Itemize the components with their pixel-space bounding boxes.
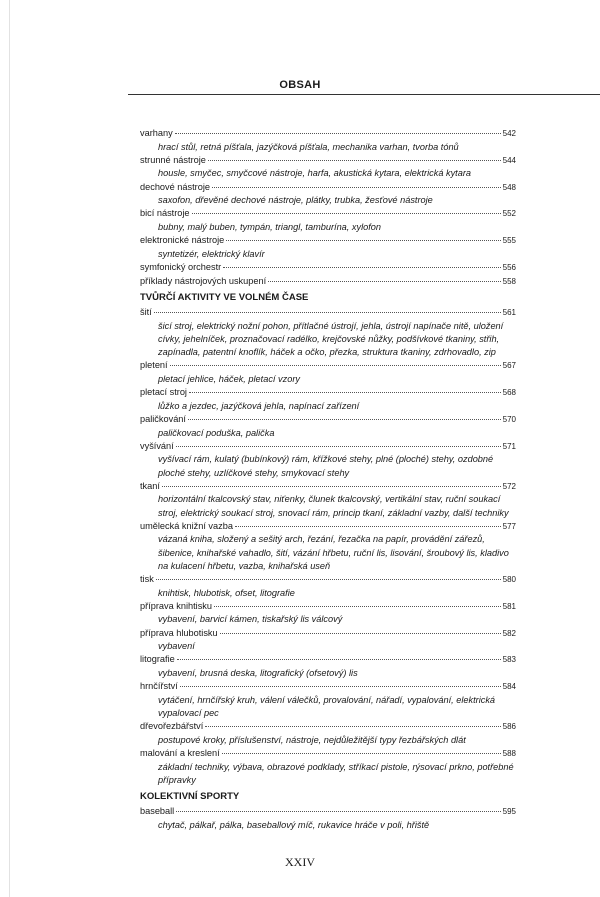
- entry-subtopics: hrací stůl, retná píšťala, jazýčková píšťala, mechanika varhan, tvorba tónů: [158, 141, 459, 152]
- entry-page-number: 583: [502, 655, 516, 665]
- toc-entry[interactable]: [140, 306, 516, 320]
- dot-leader: [170, 365, 501, 366]
- toc-entry[interactable]: [140, 653, 516, 667]
- entry-page-number: 577: [502, 521, 516, 531]
- entry-subtopics: bubny, malý buben, tympán, triangl, tamburína, xylofon: [158, 221, 382, 232]
- toc-entry[interactable]: [140, 627, 516, 641]
- dot-leader: [214, 606, 501, 607]
- dot-leader: [162, 486, 501, 487]
- entry-page-number: 556: [502, 262, 516, 272]
- entry-label: příprava hlubotisku: [140, 627, 218, 638]
- entry-subtopics: paličkovací poduška, palička: [158, 427, 275, 438]
- entry-label: pletení: [140, 360, 168, 371]
- dot-leader: [176, 446, 501, 447]
- entry-label: elektronické nástroje: [140, 235, 225, 246]
- entry-page-number: 570: [502, 414, 516, 424]
- entry-label: pletací stroj: [140, 387, 187, 398]
- toc-entry[interactable]: [140, 747, 516, 761]
- entry-label: vyšívání: [140, 440, 174, 451]
- entry-subtopics: chytač, pálkař, pálka, baseballový míč, rukavice hráče v poli, hřiště: [158, 819, 430, 830]
- dot-leader: [226, 240, 500, 241]
- entry-page-number: 581: [502, 601, 516, 611]
- dot-leader: [180, 686, 501, 687]
- entry-subtopics: šicí stroj, elektrický nožní pohon, přítlačné ústrojí, jehla, ústrojí napínače nitě, uložení cívky, jehelníček, proznačovací radélko, krejčovské nůžky, podšívkové tkaniny, střih, zapínadla, patentní knoflík, háček a očko, přezka, struktura tkaniny, zdrhovadlo, zip: [158, 320, 504, 358]
- entry-page-number: 548: [502, 182, 516, 192]
- page-title: OBSAH: [279, 79, 321, 91]
- entry-page-number: 552: [502, 209, 516, 219]
- toc-entry[interactable]: [140, 805, 516, 819]
- dot-leader: [176, 811, 500, 812]
- entry-page-number: 571: [502, 441, 516, 451]
- entry-subtopics: vytáčení, hrnčířský kruh, válení válečků, provalování, nářadí, vypalování, elektrická vypalovací pec: [158, 694, 496, 718]
- table-of-contents: [140, 127, 516, 832]
- toc-entry[interactable]: [140, 359, 516, 373]
- dot-leader: [220, 633, 501, 634]
- entry-subtopics: vybavení, barvicí kámen, tiskařský lis válcový: [158, 614, 343, 625]
- toc-entry[interactable]: [140, 440, 516, 454]
- toc-entry[interactable]: [140, 680, 516, 694]
- toc-entry[interactable]: [140, 207, 516, 221]
- dot-leader: [268, 281, 501, 282]
- entry-label: varhany: [140, 128, 173, 138]
- entry-subtopics: základní techniky, výbava, obrazové podklady, stříkací pistole, rýsovací prkno, potřebné přípravky: [158, 761, 514, 785]
- dot-leader: [208, 160, 501, 161]
- dot-leader: [205, 726, 500, 727]
- entry-subtopics: knihtisk, hlubotisk, ofset, litografie: [158, 587, 295, 598]
- dot-leader: [156, 579, 501, 580]
- entry-subtopics: horizontální tkalcovský stav, niťenky, člunek tkalcovský, vertikální stav, ruční soukací stroj, elektrický soukací stroj, snovací rám, princip tkaní, základní vazby, další techniky: [158, 494, 509, 518]
- entry-label: symfonický orchestr: [140, 261, 222, 272]
- entry-subtopics: vyšívací rám, kulatý (bubínkový) rám, křížkové stehy, plné (ploché) stehy, ozdobné ploché stehy, uzlíčkové stehy, smykovací stehy: [158, 454, 494, 478]
- entry-subtopics: vázaná kniha, složený a sešitý arch, řezání, řezačka na papír, provádění zářezů, šibenice, knihařské vahadlo, šití, vázání hřbetu, ruční lis, lisování, šroubový lis, kladivo na kulacení hřbetu, vazba, knihařská useň: [158, 534, 509, 571]
- dot-leader: [223, 267, 500, 268]
- entry-page-number: 561: [502, 308, 516, 318]
- entry-page-number: 586: [502, 722, 516, 732]
- toc-entry[interactable]: [140, 520, 516, 534]
- entry-label: malování a kreslení: [140, 747, 220, 758]
- entry-subtopics: lůžko a jezdec, jazýčková jehla, napínací zařízení: [158, 400, 360, 411]
- toc-entry[interactable]: [140, 600, 516, 614]
- entry-subtopics: vybavení, brusná deska, litografický (ofsetový) lis: [158, 667, 358, 678]
- dot-leader: [235, 526, 501, 527]
- entry-page-number: 588: [502, 748, 516, 758]
- entry-page-number: 584: [502, 682, 516, 692]
- entry-label: šití: [140, 307, 152, 318]
- entry-page-number: 568: [502, 388, 516, 398]
- toc-entry[interactable]: [140, 261, 516, 275]
- dot-leader: [222, 753, 501, 754]
- scan-margin-line: [9, 0, 10, 897]
- entry-label: umělecká knižní vazba: [140, 520, 233, 531]
- entry-page-number: 580: [502, 574, 516, 584]
- toc-entry[interactable]: [140, 720, 516, 734]
- entry-subtopics: syntetizér, elektrický klavír: [158, 248, 265, 259]
- entry-page-number: 555: [502, 236, 516, 246]
- toc-entry[interactable]: [140, 413, 516, 427]
- entry-label: dechové nástroje: [140, 181, 210, 192]
- dot-leader: [175, 133, 501, 134]
- entry-subtopics: saxofon, dřevěné dechové nástroje, plátky, trubka, žesťové nástroje: [158, 195, 433, 206]
- entry-page-number: 558: [502, 276, 516, 286]
- entry-subtopics: housle, smyčec, smyčcové nástroje, harfa, akustická kytara, elektrická kytara: [158, 168, 472, 179]
- dot-leader: [192, 213, 501, 214]
- dot-leader: [212, 187, 501, 188]
- toc-entry[interactable]: [140, 127, 516, 141]
- entry-label: bicí nástroje: [140, 208, 190, 219]
- toc-entry[interactable]: [140, 234, 516, 248]
- entry-label: tkaní: [140, 480, 160, 491]
- entry-page-number: 567: [502, 361, 516, 371]
- entry-label: hrnčířství: [140, 681, 178, 692]
- title-rule: [128, 94, 600, 95]
- section-heading: KOLEKTIVNÍ SPORTY: [140, 790, 240, 802]
- entry-label: strunné nástroje: [140, 154, 206, 165]
- dot-leader: [154, 312, 501, 313]
- entry-label: tisk: [140, 573, 154, 584]
- dot-leader: [188, 419, 501, 420]
- entry-label: příklady nástrojových uskupení: [140, 275, 267, 286]
- dot-leader: [189, 392, 501, 393]
- entry-subtopics: postupové kroky, příslušenství, nástroje, nejdůležitější typy řezbářských dlát: [158, 734, 466, 745]
- entry-page-number: 542: [502, 129, 516, 138]
- toc-entry[interactable]: [140, 181, 516, 195]
- entry-page-number: 595: [502, 806, 516, 816]
- toc-entry[interactable]: [140, 386, 516, 400]
- entry-page-number: 572: [502, 481, 516, 491]
- toc-entry[interactable]: [140, 275, 516, 289]
- entry-label: paličkování: [140, 413, 186, 424]
- page-number: XXIV: [285, 855, 315, 869]
- dot-leader: [177, 659, 501, 660]
- toc-entry[interactable]: [140, 154, 516, 168]
- entry-label: litografie: [140, 654, 175, 665]
- entry-subtopics: vybavení: [158, 641, 195, 652]
- entry-page-number: 544: [502, 155, 516, 165]
- entry-page-number: 582: [502, 628, 516, 638]
- entry-label: dřevořezbářství: [140, 721, 204, 732]
- toc-entry[interactable]: [140, 573, 516, 587]
- entry-subtopics: pletací jehlice, háček, pletací vzory: [158, 373, 300, 384]
- section-heading: TVŮRČÍ AKTIVITY VE VOLNÉM ČASE: [140, 292, 309, 304]
- entry-label: baseball: [140, 805, 175, 816]
- toc-entry[interactable]: [140, 480, 516, 494]
- entry-label: příprava knihtisku: [140, 600, 213, 611]
